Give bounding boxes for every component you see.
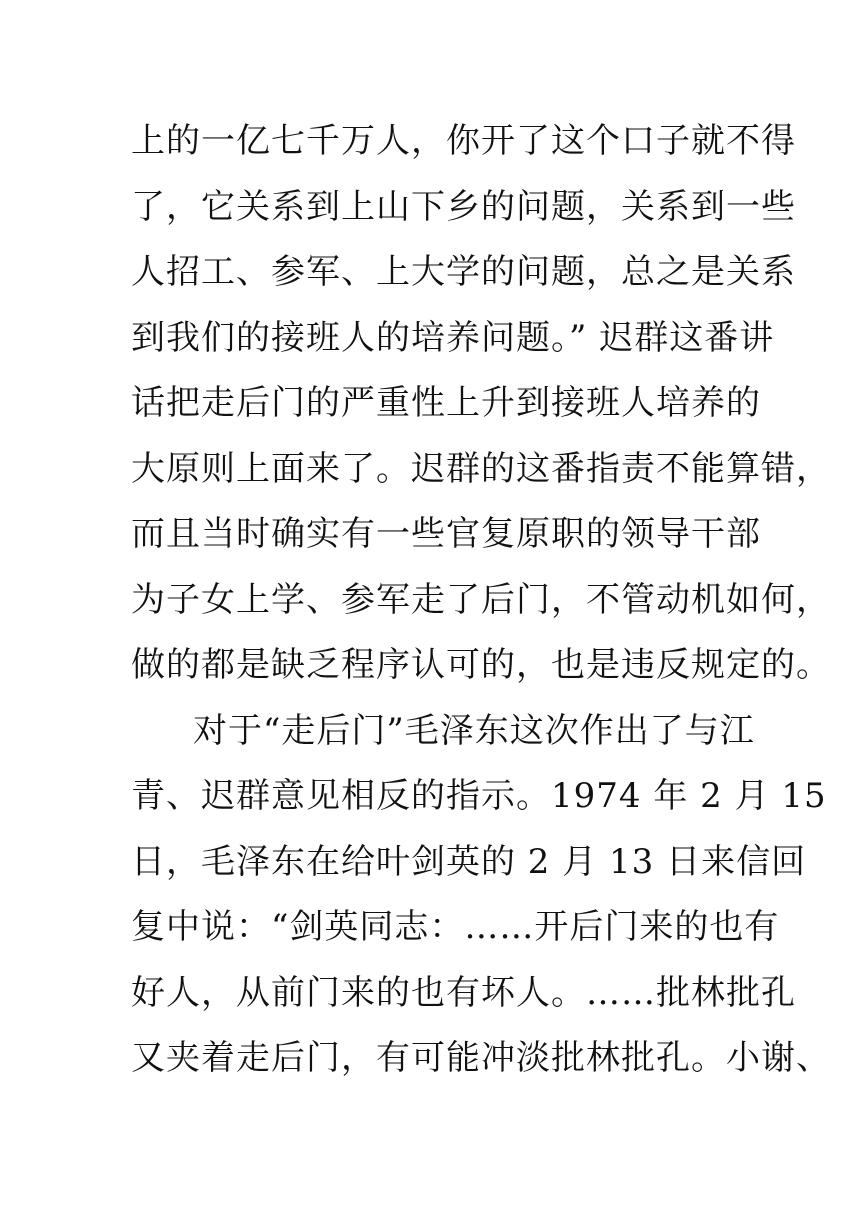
text-line: 好人，从前门来的也有坏人。……批林批孔 — [131, 972, 796, 1013]
text-line: 到我们的接班人的培养问题。” 迟群这番讲 — [131, 317, 775, 358]
text-line: 上的一亿七千万人，你开了这个口子就不得 — [131, 121, 796, 161]
text-line: 又夹着走后门，有可能冲淡批林批孔。小谢、 — [131, 1038, 831, 1078]
text-line: 复中说：“剑英同志：……开后门来的也有 — [131, 907, 780, 947]
text-line: 做的都是缺乏程序认可的，也是违反规定的。 — [131, 645, 831, 685]
text-line: 大原则上面来了。迟群的这番指责不能算错， — [131, 448, 831, 489]
paragraph-start-line: 对于“走后门”毛泽东这次作出了与江 — [193, 710, 755, 751]
text-line: 了，它关系到上山下乡的问题，关系到一些 — [131, 186, 796, 227]
text-line: 青、迟群意见相反的指示。1974 年 2 月 15 — [131, 776, 827, 816]
text-line: 话把走后门的严重性上升到接班人培养的 — [131, 383, 761, 423]
text-line: 人招工、参军、上大学的问题，总之是关系 — [131, 252, 796, 292]
body-text — [131, 109, 831, 1092]
text-line: 为子女上学、参军走了后门，不管动机如何， — [131, 579, 831, 620]
text-line: 而且当时确实有一些官复原职的领导干部 — [131, 514, 761, 554]
text-line: 日，毛泽东在给叶剑英的 2 月 13 日来信回 — [131, 841, 807, 882]
